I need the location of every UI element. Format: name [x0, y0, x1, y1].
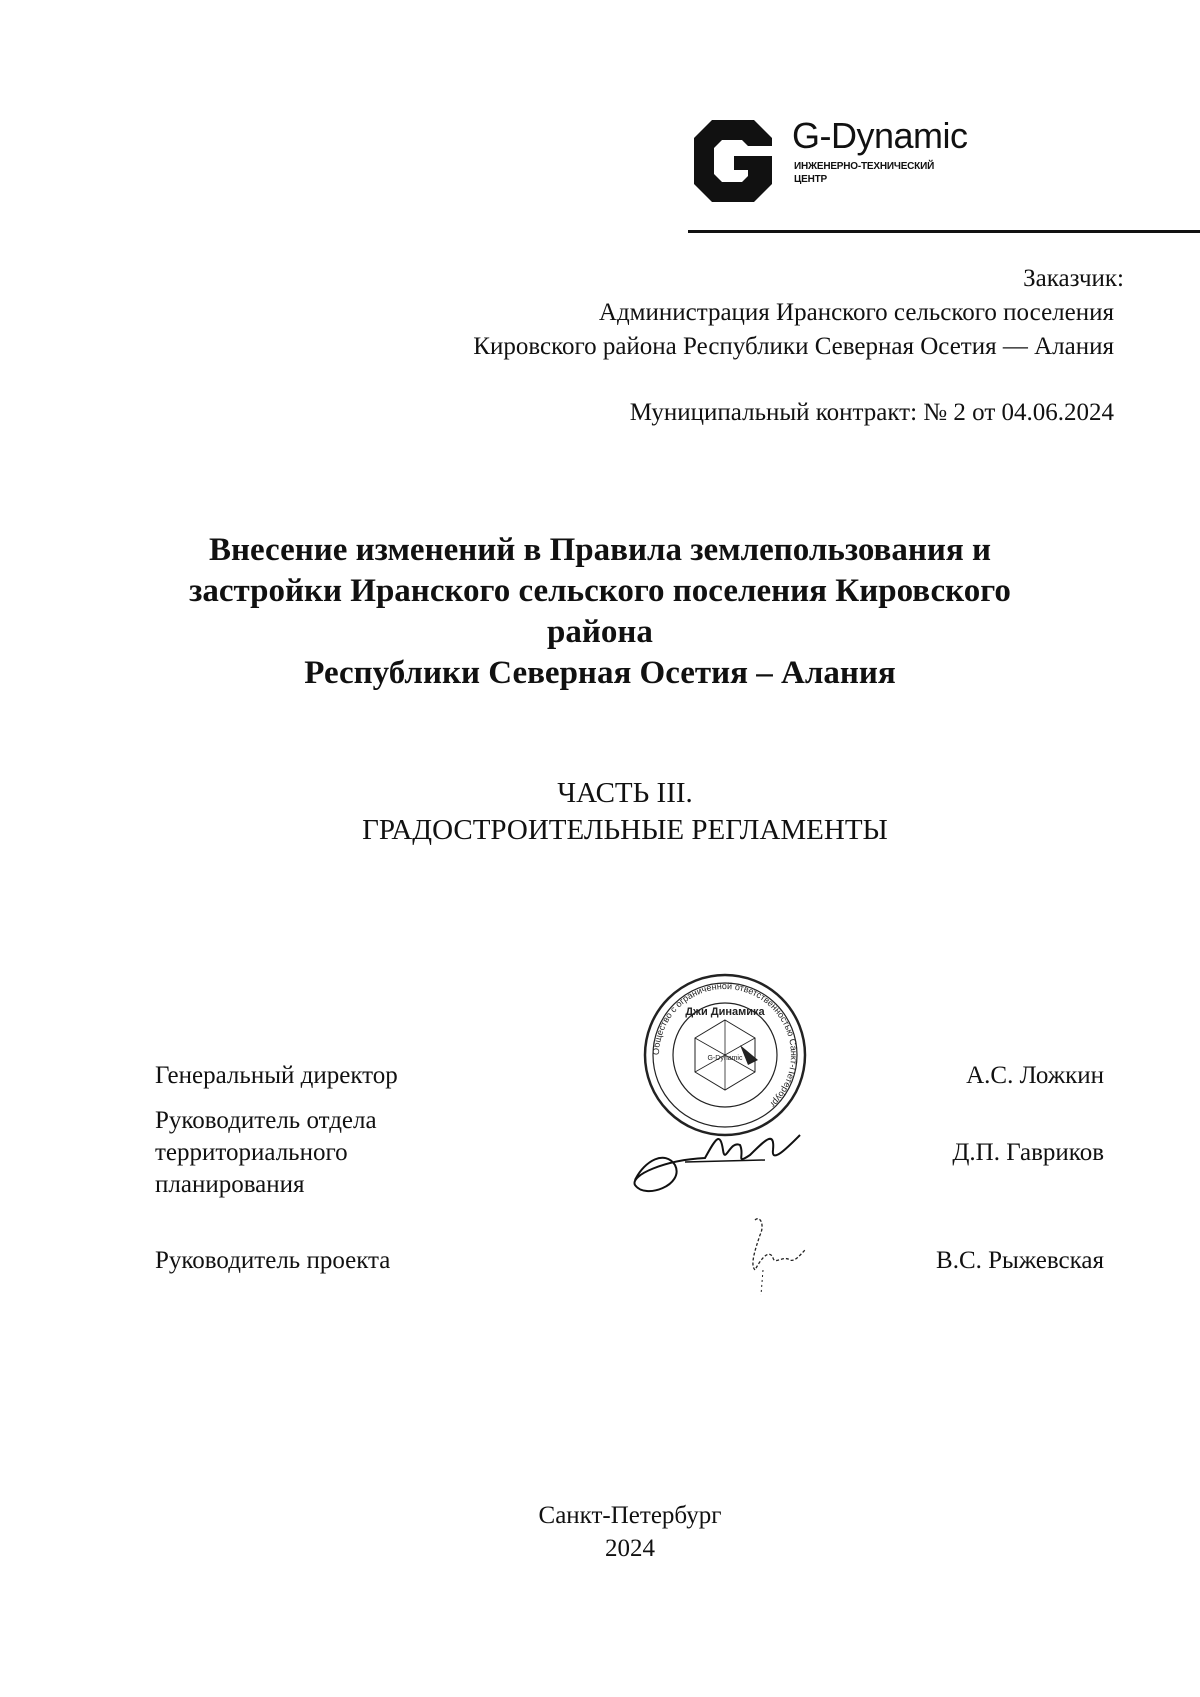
footer-year: 2024 — [605, 1535, 655, 1562]
customer-name-line: Администрация Иранского сельского поселения — [598, 299, 1114, 326]
part-title: ГРАДОСТРОИТЕЛЬНЫЕ РЕГЛАМЕНТЫ — [362, 814, 888, 846]
document-title-line: Внесение изменений в Правила землепользования и — [208, 532, 992, 568]
signatory-role: Генеральный директор — [155, 1062, 398, 1089]
signatory-role-line: планирования — [155, 1171, 305, 1198]
document-title-line: Республики Северная Осетия – Алания — [304, 655, 896, 691]
signatory-name: А.С. Ложкин — [966, 1062, 1104, 1089]
company-logo-subtitle-line: ИНЖЕНЕРНО-ТЕХНИЧЕСКИЙ — [794, 161, 935, 172]
document-title — [100, 530, 1100, 694]
signature-ryzhevskaya — [725, 1210, 815, 1305]
customer-name-line: Кировского района Республики Северная Осетия — Алания — [473, 333, 1114, 360]
company-logo-name: G-Dynamic — [792, 115, 968, 156]
signatory-role: Руководитель проекта — [155, 1247, 391, 1274]
signatory-name: В.С. Рыжевская — [936, 1247, 1104, 1274]
contract-number: Муниципальный контракт: № 2 от 04.06.2024 — [629, 399, 1114, 426]
signatory-role — [155, 1105, 377, 1201]
company-logo-subtitle-line: ЦЕНТР — [794, 174, 827, 185]
signatory-name: Д.П. Гавриков — [952, 1139, 1104, 1166]
document-part — [100, 775, 1150, 849]
company-logo-subtitle — [794, 160, 994, 186]
header-divider — [688, 230, 1200, 233]
company-seal-stamp — [640, 970, 810, 1140]
stamp-outer-text: Общество с ограниченной ответственностью Санкт-Петербург — [650, 980, 800, 1110]
document-title-line: района — [547, 614, 653, 650]
stamp-center-text: G-Dynamic — [707, 1055, 743, 1062]
document-title-line: застройки Иранского сельского поселения Кировского — [189, 573, 1011, 609]
signatory-role-line: Руководитель отдела — [155, 1107, 377, 1134]
signatory-role-line: территориального — [155, 1139, 348, 1166]
signature-gavrikov — [625, 1120, 810, 1200]
part-number: ЧАСТЬ III. — [557, 777, 693, 809]
customer-label: Заказчик: — [1023, 265, 1124, 292]
company-logo-icon — [690, 116, 776, 206]
stamp-inner-text: Джи Динамика — [685, 1006, 765, 1018]
footer-city: Санкт-Петербург — [538, 1502, 722, 1529]
